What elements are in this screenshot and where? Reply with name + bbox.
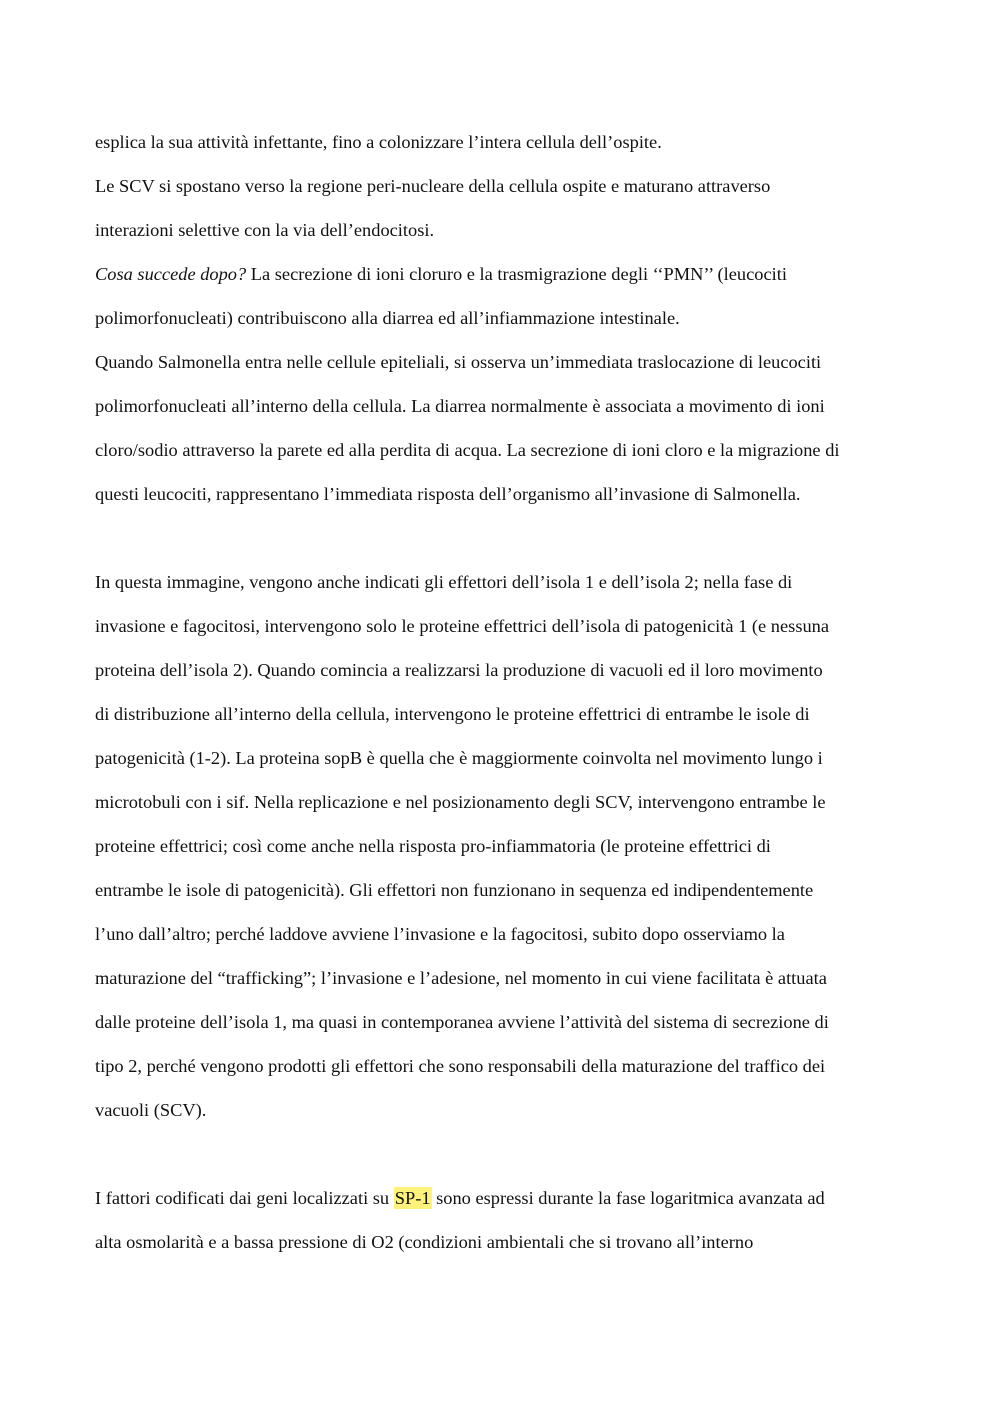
text-line: invasione e fagocitosi, intervengono solo le proteine effettrici dell’isola di patogenicità 1 (e nessuna <box>95 616 830 636</box>
highlighted-term: SP-1 <box>394 1188 431 1208</box>
text-line: questi leucociti, rappresentano l’immediata risposta dell’organismo all’invasione di Salmonella. <box>95 484 801 504</box>
text-line <box>95 263 787 285</box>
text-line: Quando Salmonella entra nelle cellule epiteliali, si osserva un’immediata traslocazione di leucociti <box>95 352 822 372</box>
text-line: esplica la sua attività infettante, fino a colonizzare l’intera cellula dell’ospite. <box>95 132 662 152</box>
text-line: cloro/sodio attraverso la parete ed alla perdita di acqua. La secrezione di ioni cloro e la migrazione di <box>95 440 840 460</box>
text-line: tipo 2, perché vengono prodotti gli effettori che sono responsabili della maturazione del traffico dei <box>95 1056 826 1076</box>
text-line: polimorfonucleati all’interno della cellula. La diarrea normalmente è associata a movimento di ioni <box>95 396 825 416</box>
text-line: Le SCV si spostano verso la regione peri-nucleare della cellula ospite e maturano attraverso <box>95 176 771 196</box>
text-line: di distribuzione all’interno della cellula, intervengono le proteine effettrici di entrambe le isole di <box>95 704 810 724</box>
text-line: In questa immagine, vengono anche indicati gli effettori dell’isola 1 e dell’isola 2; nella fase di <box>95 572 793 592</box>
text-span: I fattori codificati dai geni localizzati su <box>95 1188 394 1208</box>
text-span: La secrezione di ioni cloruro e la trasmigrazione degli ‘‘PMN’’ (leucociti <box>246 264 787 284</box>
text-span: sono espressi durante la fase logaritmica avanzata ad <box>431 1188 825 1208</box>
text-line: patogenicità (1-2). La proteina sopB è quella che è maggiormente coinvolta nel movimento lungo i <box>95 748 823 768</box>
text-line: alta osmolarità e a bassa pressione di O2 (condizioni ambientali che si trovano all’interno <box>95 1232 754 1252</box>
text-line: l’uno dall’altro; perché laddove avviene l’invasione e la fagocitosi, subito dopo osserviamo la <box>95 924 785 944</box>
text-line: maturazione del “trafficking”; l’invasione e l’adesione, nel momento in cui viene facilitata è attuata <box>95 968 827 988</box>
text-line: interazioni selettive con la via dell’endocitosi. <box>95 220 435 240</box>
text-line: dalle proteine dell’isola 1, ma quasi in contemporanea avviene l’attività del sistema di secrezione di <box>95 1012 829 1032</box>
text-line: vacuoli (SCV). <box>95 1100 207 1120</box>
text-line: entrambe le isole di patogenicità). Gli effettori non funzionano in sequenza ed indipendentemente <box>95 880 814 900</box>
italic-question: Cosa succede dopo? <box>95 264 247 284</box>
text-line: polimorfonucleati) contribuiscono alla diarrea ed all’infiammazione intestinale. <box>95 308 680 328</box>
text-line: proteina dell’isola 2). Quando comincia a realizzarsi la produzione di vacuoli ed il loro movimento <box>95 660 823 680</box>
text-line: proteine effettrici; così come anche nella risposta pro-infiammatoria (le proteine effettrici di <box>95 836 771 856</box>
text-line: microtobuli con i sif. Nella replicazione e nel posizionamento degli SCV, intervengono entrambe le <box>95 792 826 812</box>
text-line <box>95 1187 825 1209</box>
